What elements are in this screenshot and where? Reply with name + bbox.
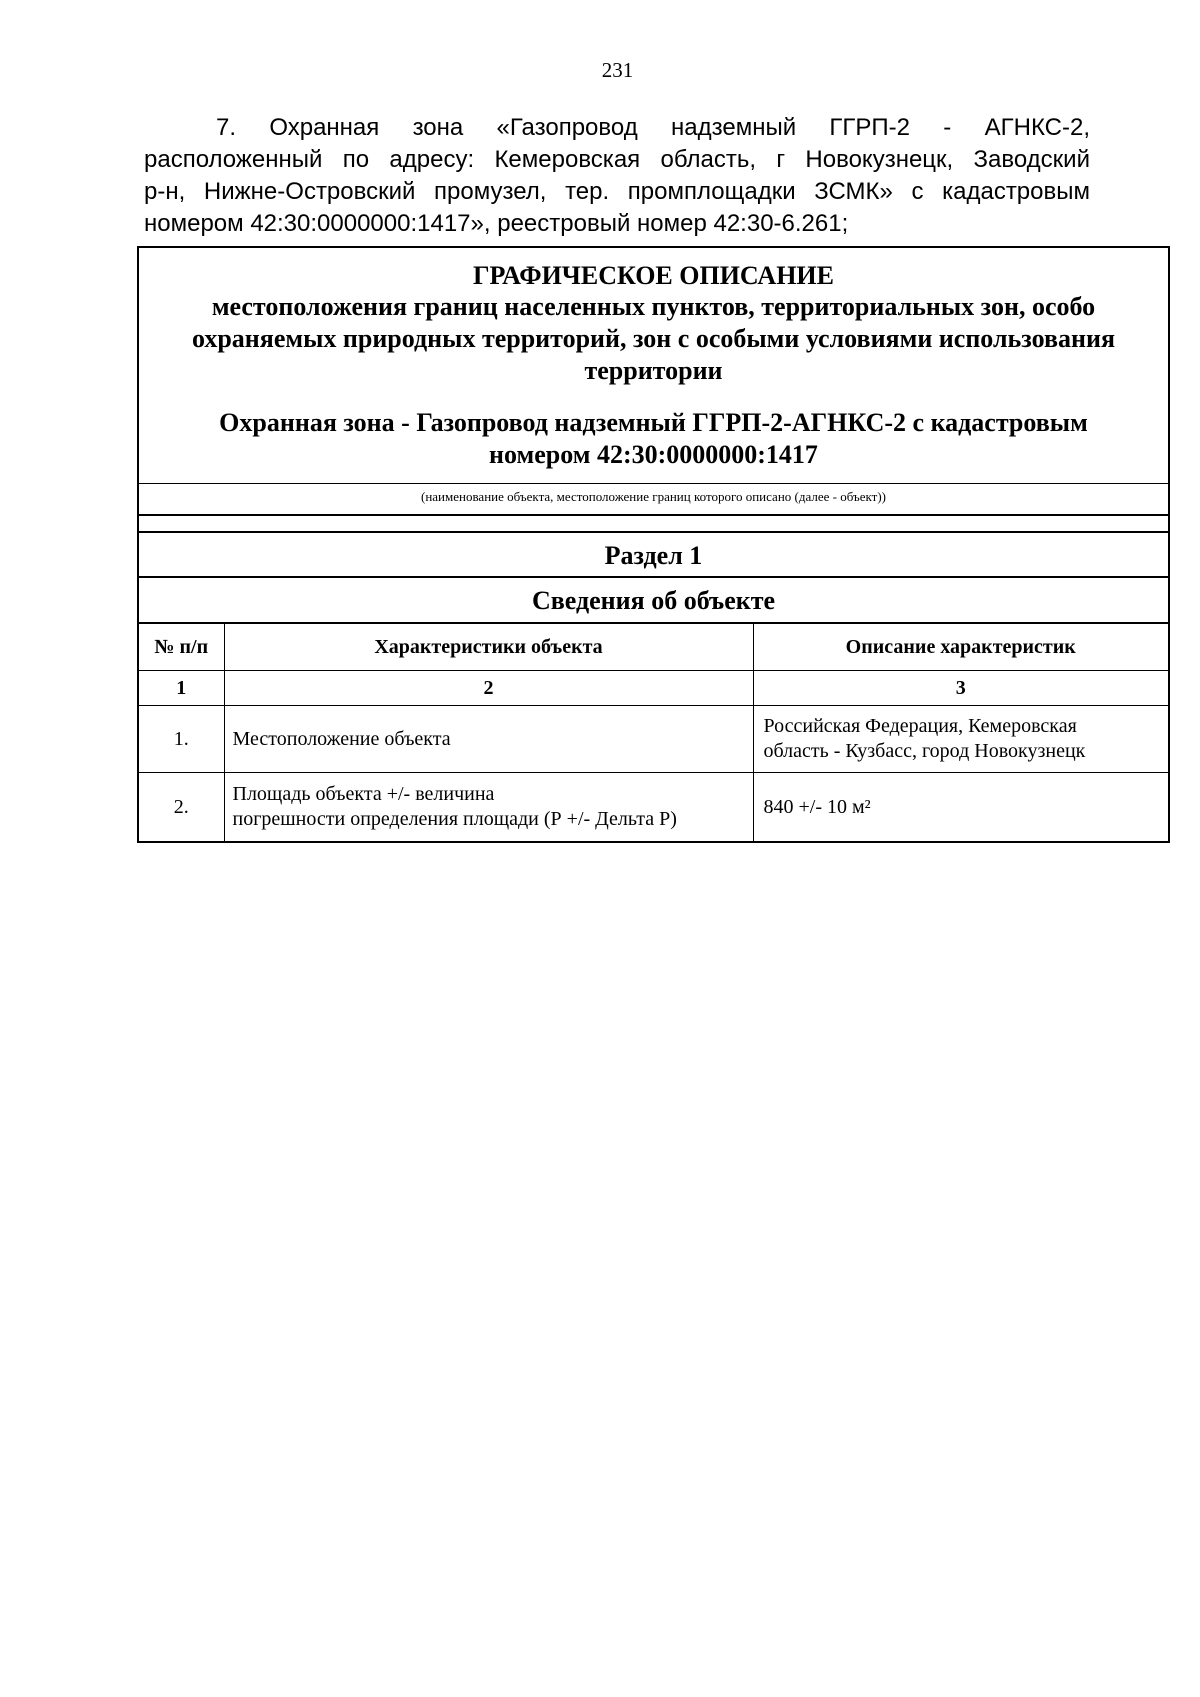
column-number: 1: [139, 671, 224, 706]
document-subtitle: [149, 291, 1158, 387]
section-subtitle: Сведения об объекте: [139, 576, 1168, 622]
characteristic-line: Местоположение объекта: [232, 727, 451, 750]
column-header-characteristic: Характеристики объекта: [224, 623, 753, 671]
object-name-line: Охранная зона - Газопровод надземный ГГРП-2-АГНКС-2 с кадастровым: [219, 408, 1088, 437]
spacer-row: [139, 516, 1168, 531]
column-header-number: № п/п: [139, 623, 224, 671]
header-block: [139, 248, 1168, 483]
description-line: Российская Федерация, Кемеровская: [763, 715, 1077, 737]
intro-line: р-н, Нижне-Островский промузел, тер. промплощадки ЗСМК» с кадастровым: [144, 178, 1090, 205]
intro-line: номером 42:30:0000000:1417», реестровый номер 42:30-6.261;: [144, 210, 849, 237]
document-title: ГРАФИЧЕСКОЕ ОПИСАНИЕ: [473, 261, 834, 290]
intro-paragraph: [144, 112, 1090, 240]
subtitle-line: охраняемых природных территорий, зон с особыми условиями использования: [191, 324, 1116, 353]
object-info-table: [139, 622, 1168, 841]
column-number-row: [139, 671, 1168, 706]
description-line: 840 +/- 10 м²: [763, 795, 871, 818]
intro-line: расположенный по адресу: Кемеровская область, г Новокузнецк, Заводский: [144, 146, 1090, 173]
object-caption: (наименование объекта, местоположение границ которого описано (далее - объект)): [139, 483, 1168, 516]
row-number: 2.: [139, 773, 224, 842]
intro-line: 7. Охранная зона «Газопровод надземный ГГРП-2 - АГНКС-2,: [216, 114, 1090, 141]
section-title: Раздел 1: [139, 531, 1168, 576]
column-number: 3: [753, 671, 1168, 706]
row-characteristic: [224, 706, 753, 773]
column-header-description: Описание характеристик: [753, 623, 1168, 671]
characteristic-line: погрешности определения площади (Р +/- Дельта Р): [232, 808, 677, 830]
description-line: область - Кузбасс, город Новокузнецк: [763, 740, 1086, 762]
row-characteristic: [224, 773, 753, 842]
row-description: [753, 773, 1168, 842]
characteristic-line: Площадь объекта +/- величина: [232, 783, 495, 805]
table-header-row: [139, 623, 1168, 671]
row-description: [753, 706, 1168, 773]
column-number: 2: [224, 671, 753, 706]
object-name-line: номером 42:30:0000000:1417: [489, 440, 818, 469]
table-row: [139, 706, 1168, 773]
subtitle-line: территории: [584, 356, 723, 385]
graphic-description-frame: [137, 246, 1170, 843]
table-row: [139, 773, 1168, 842]
row-number: 1.: [139, 706, 224, 773]
object-name: [149, 407, 1158, 471]
page-number: 231: [601, 58, 634, 82]
subtitle-line: местоположения границ населенных пунктов, территориальных зон, особо: [211, 292, 1096, 321]
